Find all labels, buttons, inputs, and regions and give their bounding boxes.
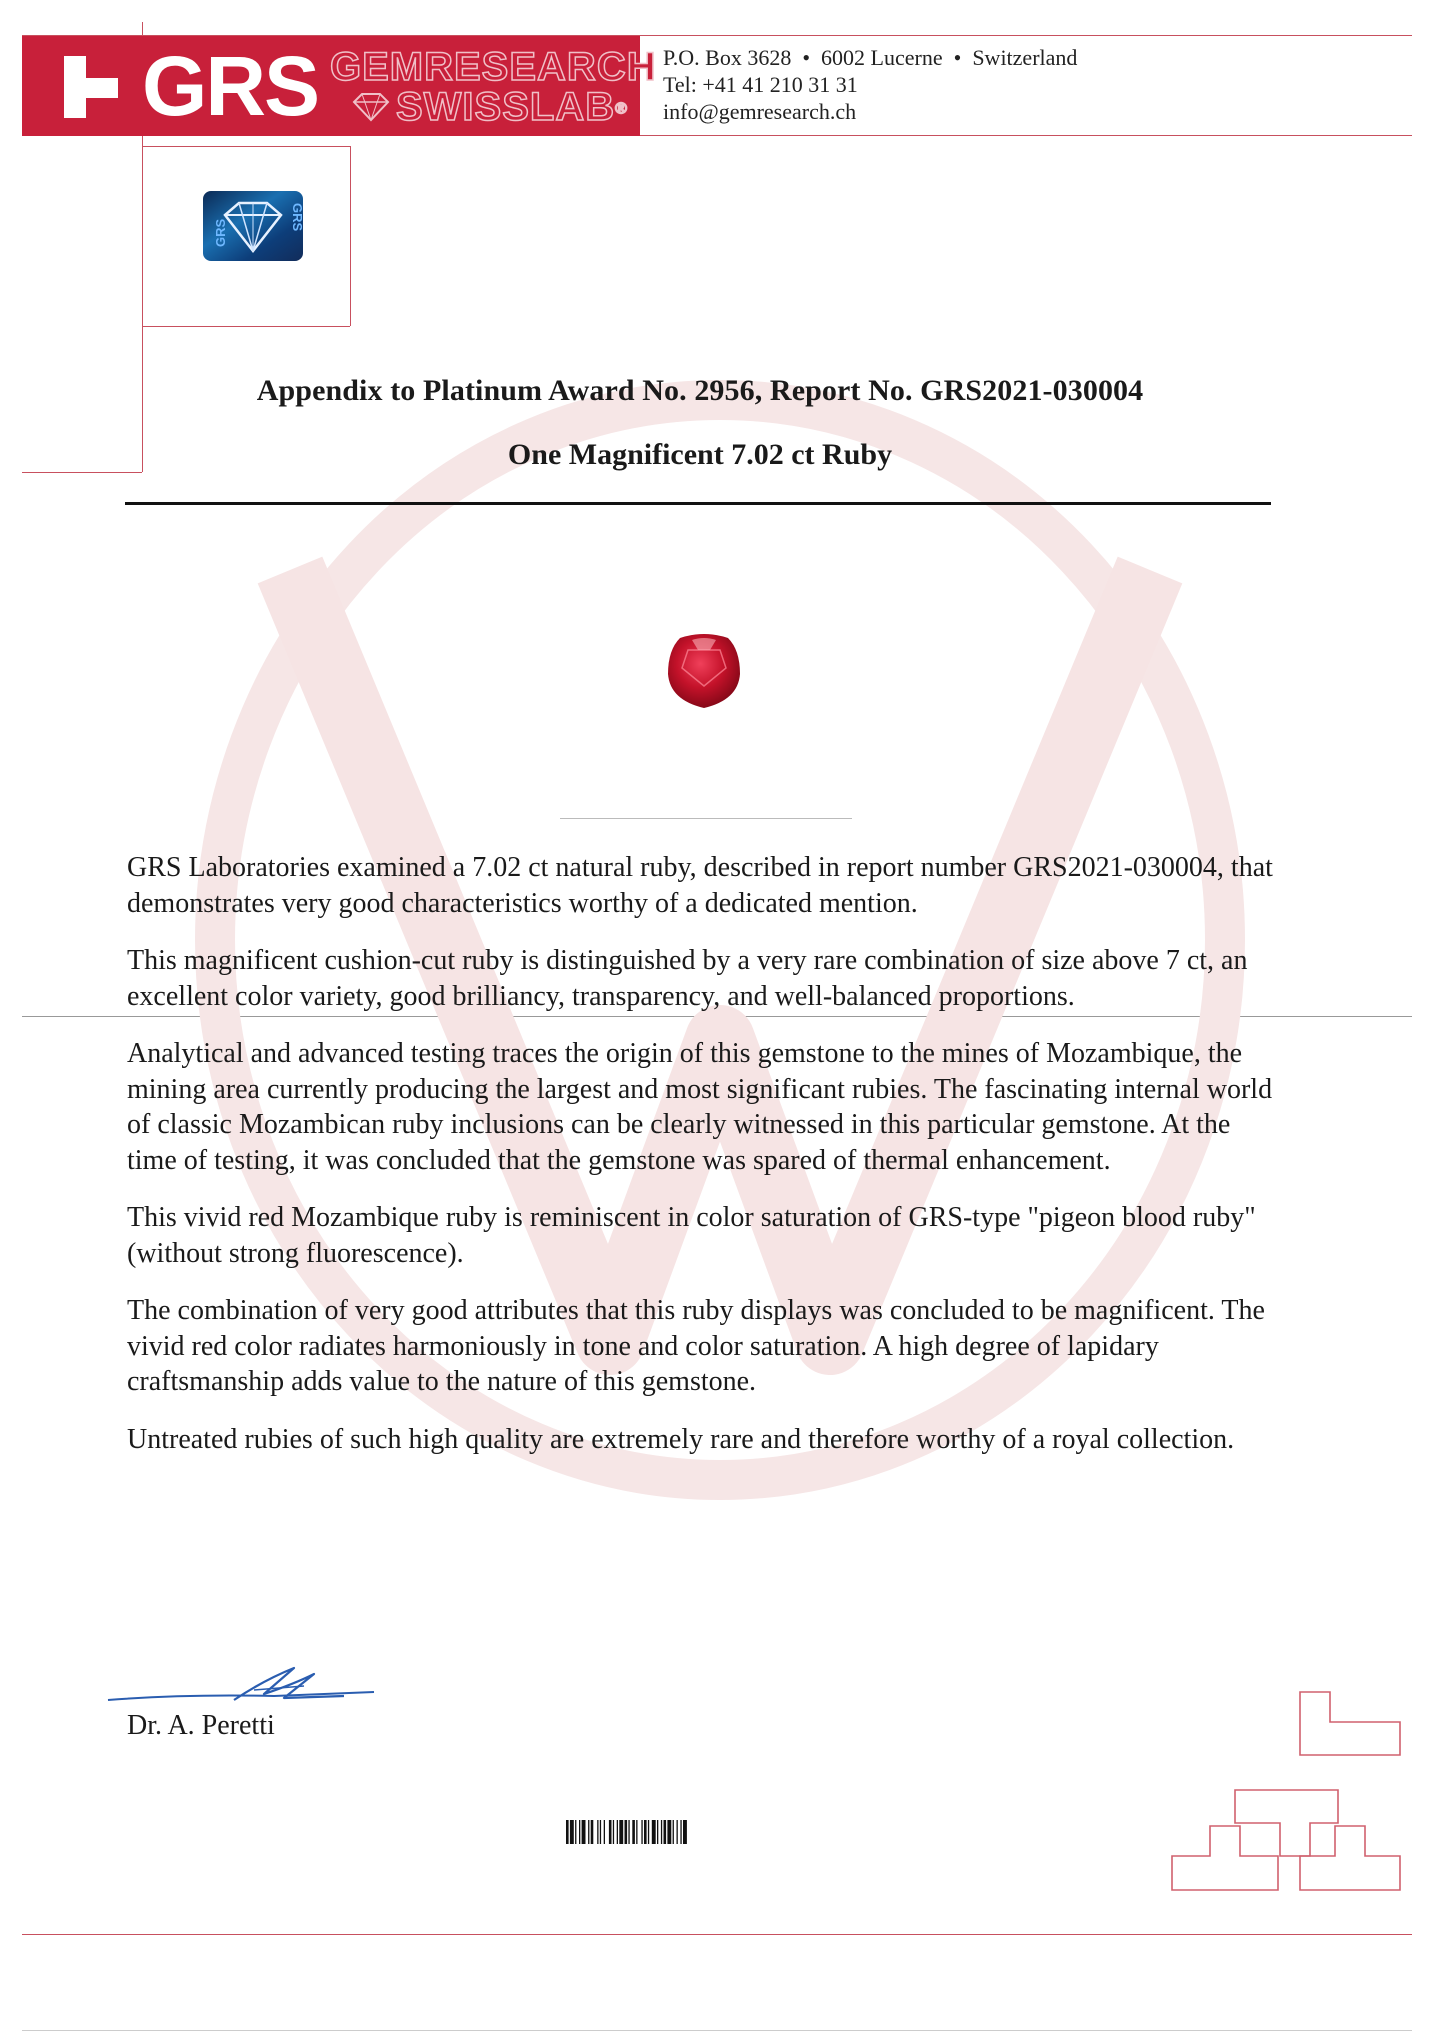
diamond-hologram-icon <box>203 191 303 261</box>
barcode-bar <box>582 1820 586 1844</box>
header-bottom-rule <box>640 135 1412 136</box>
barcode-bar <box>600 1820 601 1844</box>
frame-box-right <box>350 146 351 326</box>
ruby-icon <box>664 630 744 710</box>
barcode-bar <box>644 1820 647 1844</box>
barcode-bar <box>636 1820 637 1844</box>
barcode-bar <box>632 1820 635 1844</box>
barcode-bar <box>677 1820 678 1844</box>
hologram-grs-text-2: GRS <box>290 203 305 232</box>
barcode-bar <box>648 1820 649 1844</box>
barcode-bar <box>588 1820 589 1844</box>
barcode-bar <box>619 1820 623 1844</box>
body-paragraph: This vivid red Mozambique ruby is reminiscent in color saturation of GRS-type "pigeon blood ruby" (without strong fluorescence). <box>127 1202 1256 1269</box>
body-paragraph: Untreated rubies of such high quality are extremely rare and therefore worthy of a royal collection. <box>127 1423 1235 1455</box>
ruby-divider <box>560 818 852 819</box>
bottom-rule <box>22 2030 1412 2031</box>
barcode-bar <box>613 1820 614 1844</box>
barcode-bar <box>566 1820 569 1844</box>
barcode-bar <box>604 1820 605 1844</box>
email-line: info@gemresearch.ch <box>663 99 857 124</box>
signer-name: Dr. A. Peretti <box>127 1710 275 1741</box>
body-paragraph: GRS Laboratories examined a 7.02 ct natural ruby, described in report number GRS2021-030004, that demonstrates very good characteristics worthy of a dedicated mention. <box>127 852 1273 919</box>
registered-mark: ® <box>615 100 628 118</box>
frame-box-bottom <box>142 326 350 327</box>
barcode-bar <box>575 1820 576 1844</box>
barcode-bar <box>641 1820 642 1844</box>
footer-rule <box>22 1934 1412 1935</box>
swiss-cross-icon <box>64 56 126 118</box>
barcode-bar <box>661 1820 662 1844</box>
title-divider <box>125 502 1271 505</box>
body-paragraph: The combination of very good attributes that this ruby displays was concluded to be magnificent. The vivid red color radiates harmoniously in tone and color saturation. A high degree of lapidary craftsmanship adds value to the nature of this gemstone. <box>127 1295 1265 1397</box>
grs-logo <box>22 36 657 136</box>
logo-swisslab-text: SWISSLAB® <box>396 85 628 129</box>
barcode-bar <box>591 1820 594 1844</box>
barcode-bar <box>617 1820 618 1844</box>
page-subtitle: One Magnificent 7.02 ct Ruby <box>507 438 893 471</box>
barcode-bar <box>628 1820 629 1844</box>
barcode-bar <box>680 1820 681 1844</box>
body-paragraph: This magnificent cushion-cut ruby is distinguished by a very rare combination of size above 7 ct, an excellent color variety, good brilliancy, transparency, and well-balanced proportions. <box>127 945 1248 1012</box>
barcode-bar <box>652 1820 656 1844</box>
hologram-grs-text: GRS <box>213 218 228 247</box>
barcode-bar <box>570 1820 574 1844</box>
barcode-bar <box>625 1820 628 1844</box>
body-paragraph: Analytical and advanced testing traces the origin of this gemstone to the mines of Mozambique, the mining area currently producing the largest and most significant rubies. The fascinating internal world of classic Mozambican ruby inclusions can be clearly witnessed in this particular gemstone. At the time of testing, it was concluded that the gemstone was spared of thermal enhancement. <box>127 1038 1273 1176</box>
barcode-bar <box>683 1820 687 1844</box>
page-title: Appendix to Platinum Award No. 2956, Report No. GRS2021-030004 <box>256 374 1144 407</box>
barcode-bar <box>664 1820 667 1844</box>
address-line: P.O. Box 3628 • 6002 Lucerne • Switzerland <box>663 45 1078 70</box>
barcode-bar <box>673 1820 674 1844</box>
barcode-bar <box>609 1820 612 1844</box>
logo-gemresearch-text: GEMRESEARCH <box>330 45 657 89</box>
frame-box-top <box>142 146 350 147</box>
barcode-bar <box>579 1820 580 1844</box>
logo-grs-text: GRS <box>142 39 319 133</box>
frame-left-rule <box>22 472 142 473</box>
barcode-bar <box>657 1820 658 1844</box>
diamond-icon <box>352 92 390 122</box>
barcode-bar <box>667 1820 671 1844</box>
swiss-cross-pattern-icon <box>1170 1690 1410 1910</box>
barcode-bar <box>597 1820 598 1844</box>
barcode <box>566 1820 816 1844</box>
lab-address <box>663 44 1077 125</box>
report-body <box>127 850 1287 1479</box>
phone-line: Tel: +41 41 210 31 31 <box>663 72 858 97</box>
